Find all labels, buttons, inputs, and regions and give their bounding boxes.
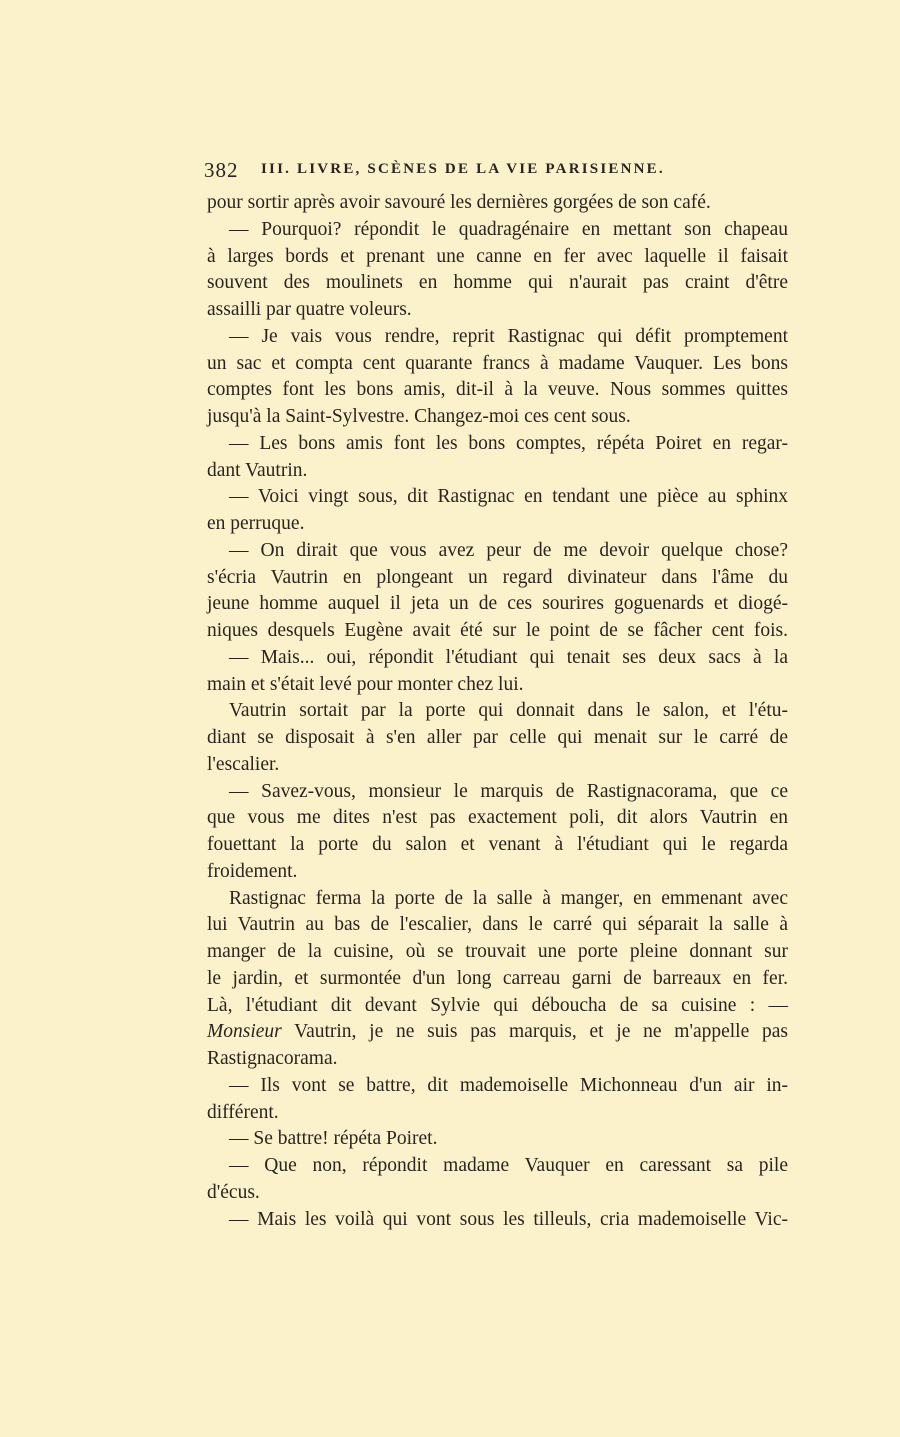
page-number: 382 [204, 158, 239, 182]
line-text: Là, l'étudiant dit devant Sylvie qui déboucha de sa cuisine : — [207, 994, 788, 1016]
line-text: — On dirait que vous avez peur de me devoir quelque chose? [229, 539, 788, 561]
text-line [207, 1046, 788, 1073]
text-line [207, 1126, 788, 1153]
line-text: — Mais... oui, répondit l'étudiant qui tenait ses deux sacs à la [229, 646, 788, 668]
text-line [207, 886, 788, 913]
line-text: jusqu'à la Saint-Sylvestre. Changez-moi ces cent sous. [207, 406, 631, 427]
text-line [207, 805, 788, 832]
text-line [207, 1100, 788, 1127]
line-text: — Pourquoi? répondit le quadragénaire en mettant son chapeau [229, 218, 788, 240]
line-text: l'escalier. [207, 753, 280, 775]
line-text: souvent des moulinets en homme qui n'aurait pas craint d'être [207, 272, 788, 294]
text-line [207, 859, 788, 886]
text-line [207, 297, 788, 324]
text-line [207, 484, 788, 511]
line-text: pour sortir après avoir savouré les dernières gorgées de son café. [207, 192, 711, 213]
line-text: Rastignacorama. [207, 1048, 338, 1069]
text-line [207, 377, 788, 404]
text-line [207, 565, 788, 592]
line-text: dant Vautrin. [207, 459, 308, 481]
text-line [207, 244, 788, 271]
line-text: — Je vais vous rendre, reprit Rastignac qui défit promptement [229, 325, 788, 347]
line-text: main et s'était levé pour monter chez lui. [207, 673, 524, 695]
text-line [207, 591, 788, 618]
line-text: comptes font les bons amis, dit-il à la veuve. Nous sommes quittes [207, 379, 788, 401]
line-text: fouettant la porte du salon et venant à l'étudiant qui le regarda [207, 834, 788, 855]
line-text: en perruque. [207, 513, 305, 534]
line-text: d'écus. [207, 1181, 260, 1203]
text-line [207, 538, 788, 565]
line-text: s'écria Vautrin en plongeant un regard divinateur dans l'âme du [207, 566, 788, 588]
text-line [207, 645, 788, 672]
text-line [207, 1207, 788, 1234]
text-line [207, 217, 788, 244]
text-line [207, 993, 788, 1020]
line-text: manger de la cuisine, où se trouvait une porte pleine donnant sur [207, 941, 788, 962]
line-text: le jardin, et surmontée d'un long carreau garni de barreaux en fer. [207, 967, 788, 989]
line-text: — Mais les voilà qui vont sous les tilleuls, cria mademoiselle Vic- [229, 1208, 788, 1230]
text-line [207, 404, 788, 431]
line-text: niques desquels Eugène avait été sur le point de se fâcher cent fois. [207, 620, 788, 641]
text-line [207, 431, 788, 458]
text-line [207, 698, 788, 725]
text-line [207, 511, 788, 538]
text-line [207, 966, 788, 993]
running-header [204, 158, 788, 184]
line-text: — Se battre! répéta Poiret. [229, 1128, 438, 1150]
line-text: — Voici vingt sous, dit Rastignac en tendant une pièce au sphinx [229, 486, 788, 508]
text-line [207, 912, 788, 939]
page-body-text [207, 190, 788, 1233]
line-text: Rastignac ferma la porte de la salle à manger, en emmenant avec [229, 887, 788, 909]
line-text: différent. [207, 1101, 279, 1123]
text-line [207, 725, 788, 752]
line-text: froidement. [207, 860, 298, 882]
line-text: — Savez-vous, monsieur le marquis de Rastignacorama, que ce [229, 780, 788, 802]
text-line [207, 351, 788, 378]
line-text: — Ils vont se battre, dit mademoiselle Michonneau d'un air in- [229, 1074, 788, 1096]
text-line [207, 779, 788, 806]
text-line [207, 458, 788, 485]
text-line [207, 1153, 788, 1180]
text-line [207, 618, 788, 645]
line-text: Vautrin sortait par la porte qui donnait dans le salon, et l'étu- [229, 700, 788, 722]
text-line [207, 1180, 788, 1207]
line-text: diant se disposait à s'en aller par celle qui menait sur le carré de [207, 727, 788, 748]
line-text: jeune homme auquel il jeta un de ces sourires goguenards et diogé- [207, 593, 788, 615]
line-text: — Que non, répondit madame Vauquer en caressant sa pile [229, 1155, 788, 1176]
line-text: assailli par quatre voleurs. [207, 299, 412, 320]
running-title: III. LIVRE, SCÈNES DE LA VIE PARISIENNE. [261, 161, 665, 177]
text-line [207, 672, 788, 699]
line-text: — Les bons amis font les bons comptes, répéta Poiret en regar- [229, 432, 788, 454]
line-text: un sac et compta cent quarante francs à madame Vauquer. Les bons [207, 352, 788, 374]
line-text: que vous me dites n'est pas exactement poli, dit alors Vautrin en [207, 807, 788, 829]
line-text: Vautrin, je ne suis pas marquis, et je ne m'appelle pas [281, 1021, 788, 1043]
line-text: lui Vautrin au bas de l'escalier, dans le carré qui séparait la salle à [207, 914, 788, 936]
text-line [207, 1019, 788, 1046]
text-line [207, 752, 788, 779]
text-line [207, 1073, 788, 1100]
italic-word: Monsieur [207, 1021, 282, 1043]
text-line [207, 939, 788, 966]
text-line [207, 190, 788, 217]
text-line [207, 270, 788, 297]
text-line [207, 324, 788, 351]
text-line [207, 832, 788, 859]
line-text: à larges bords et prenant une canne en fer avec laquelle il faisait [207, 245, 788, 267]
